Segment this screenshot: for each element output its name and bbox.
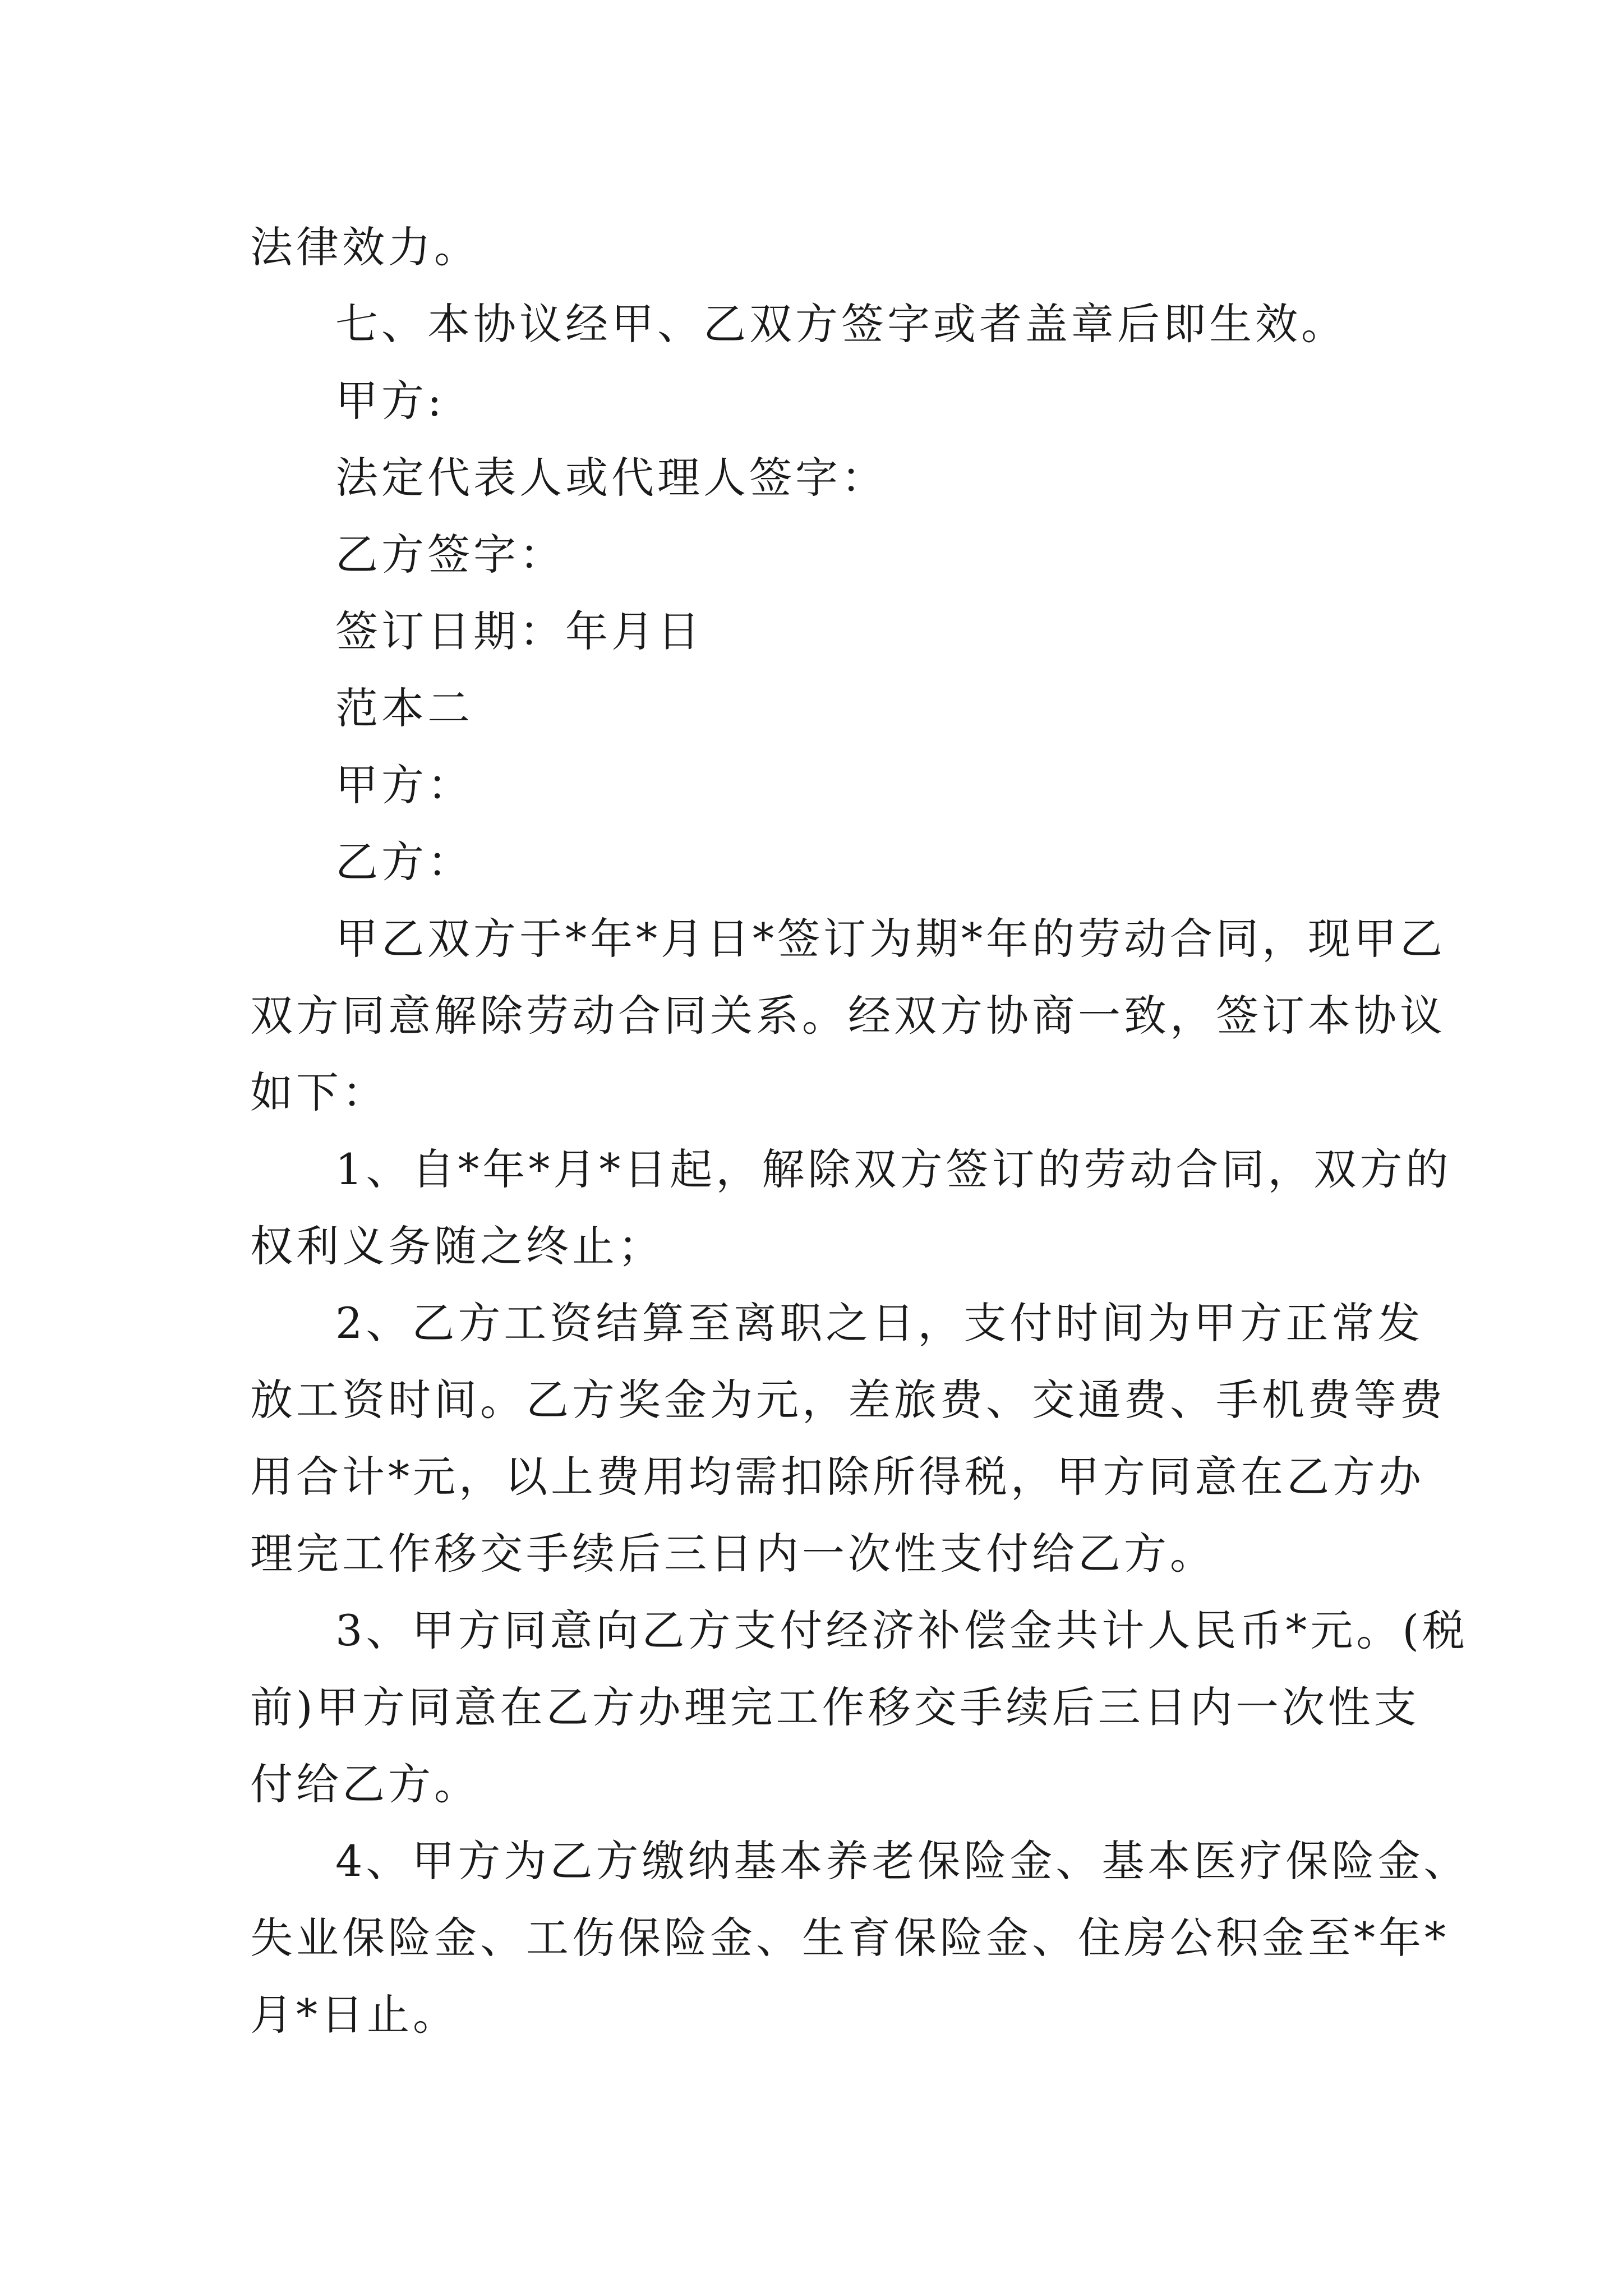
text-line: 放工资时间。乙方奖金为元，差旅费、交通费、手机费等费: [250, 1375, 1446, 1425]
text-line: 甲方:: [335, 376, 445, 426]
paragraph-legal-representative-signature: [250, 439, 1377, 516]
text-line: 1、自*年*月*日起，解除双方签订的劳动合同，双方的: [335, 1144, 1452, 1194]
text-line: 月*日止。: [250, 1990, 459, 2040]
text-line: 前)甲方同意在乙方办理完工作移交手续后三日内一次性支: [250, 1682, 1420, 1732]
paragraph-legal-effect: [250, 209, 1377, 286]
text-line: 用合计*元，以上费用均需扣除所得税，甲方同意在乙方办: [250, 1452, 1424, 1502]
text-line: 签订日期：年月日: [335, 606, 703, 656]
text-line: 付给乙方。: [250, 1759, 480, 1809]
text-line: 甲方：: [335, 760, 473, 810]
text-line: 范本二: [335, 683, 473, 733]
paragraph-party-b-two: [250, 823, 1377, 900]
text-line: 3、甲方同意向乙方支付经济补偿金共计人民币*元。(税: [335, 1605, 1469, 1655]
text-line: 失业保险金、工伤保险金、生育保险金、住房公积金至*年*: [250, 1913, 1449, 1963]
text-line: 甲乙双方于*年*月日*签订为期*年的劳动合同，现甲乙: [335, 914, 1446, 964]
paragraph-party-a: [250, 362, 1377, 439]
paragraph-clause-one: [250, 1131, 1452, 1285]
text-line: 权利义务随之终止；: [250, 1221, 664, 1271]
text-line: 乙方签字：: [335, 530, 565, 579]
text-line: 七、本协议经甲、乙双方签字或者盖章后即生效。: [335, 299, 1347, 349]
paragraph-signing-date: [250, 593, 1377, 670]
text-line: 法律效力。: [250, 222, 480, 272]
paragraph-clause-two: [250, 1285, 1446, 1592]
text-line: 双方同意解除劳动合同关系。经双方协商一致，签订本协议: [250, 991, 1446, 1041]
document-body: [250, 209, 1470, 2053]
text-line: 如下：: [250, 1068, 388, 1117]
text-line: 法定代表人或代理人签字：: [335, 453, 887, 503]
paragraph-party-a-two: [250, 747, 1377, 823]
paragraph-party-b-signature: [250, 516, 1377, 593]
text-line: 2、乙方工资结算至离职之日，支付时间为甲方正常发: [335, 1298, 1424, 1348]
paragraph-clause-four: [250, 1823, 1470, 2053]
text-line: 4、甲方为乙方缴纳基本养老保险金、基本医疗保险金、: [335, 1836, 1470, 1886]
text-line: 理完工作移交手续后三日内一次性支付给乙方。: [250, 1529, 1216, 1579]
paragraph-clause-seven: [250, 286, 1377, 362]
text-line: 乙方：: [335, 837, 473, 887]
paragraph-preamble: [250, 900, 1446, 1131]
paragraph-template-two-heading: [250, 670, 1377, 747]
paragraph-clause-three: [250, 1592, 1469, 1823]
